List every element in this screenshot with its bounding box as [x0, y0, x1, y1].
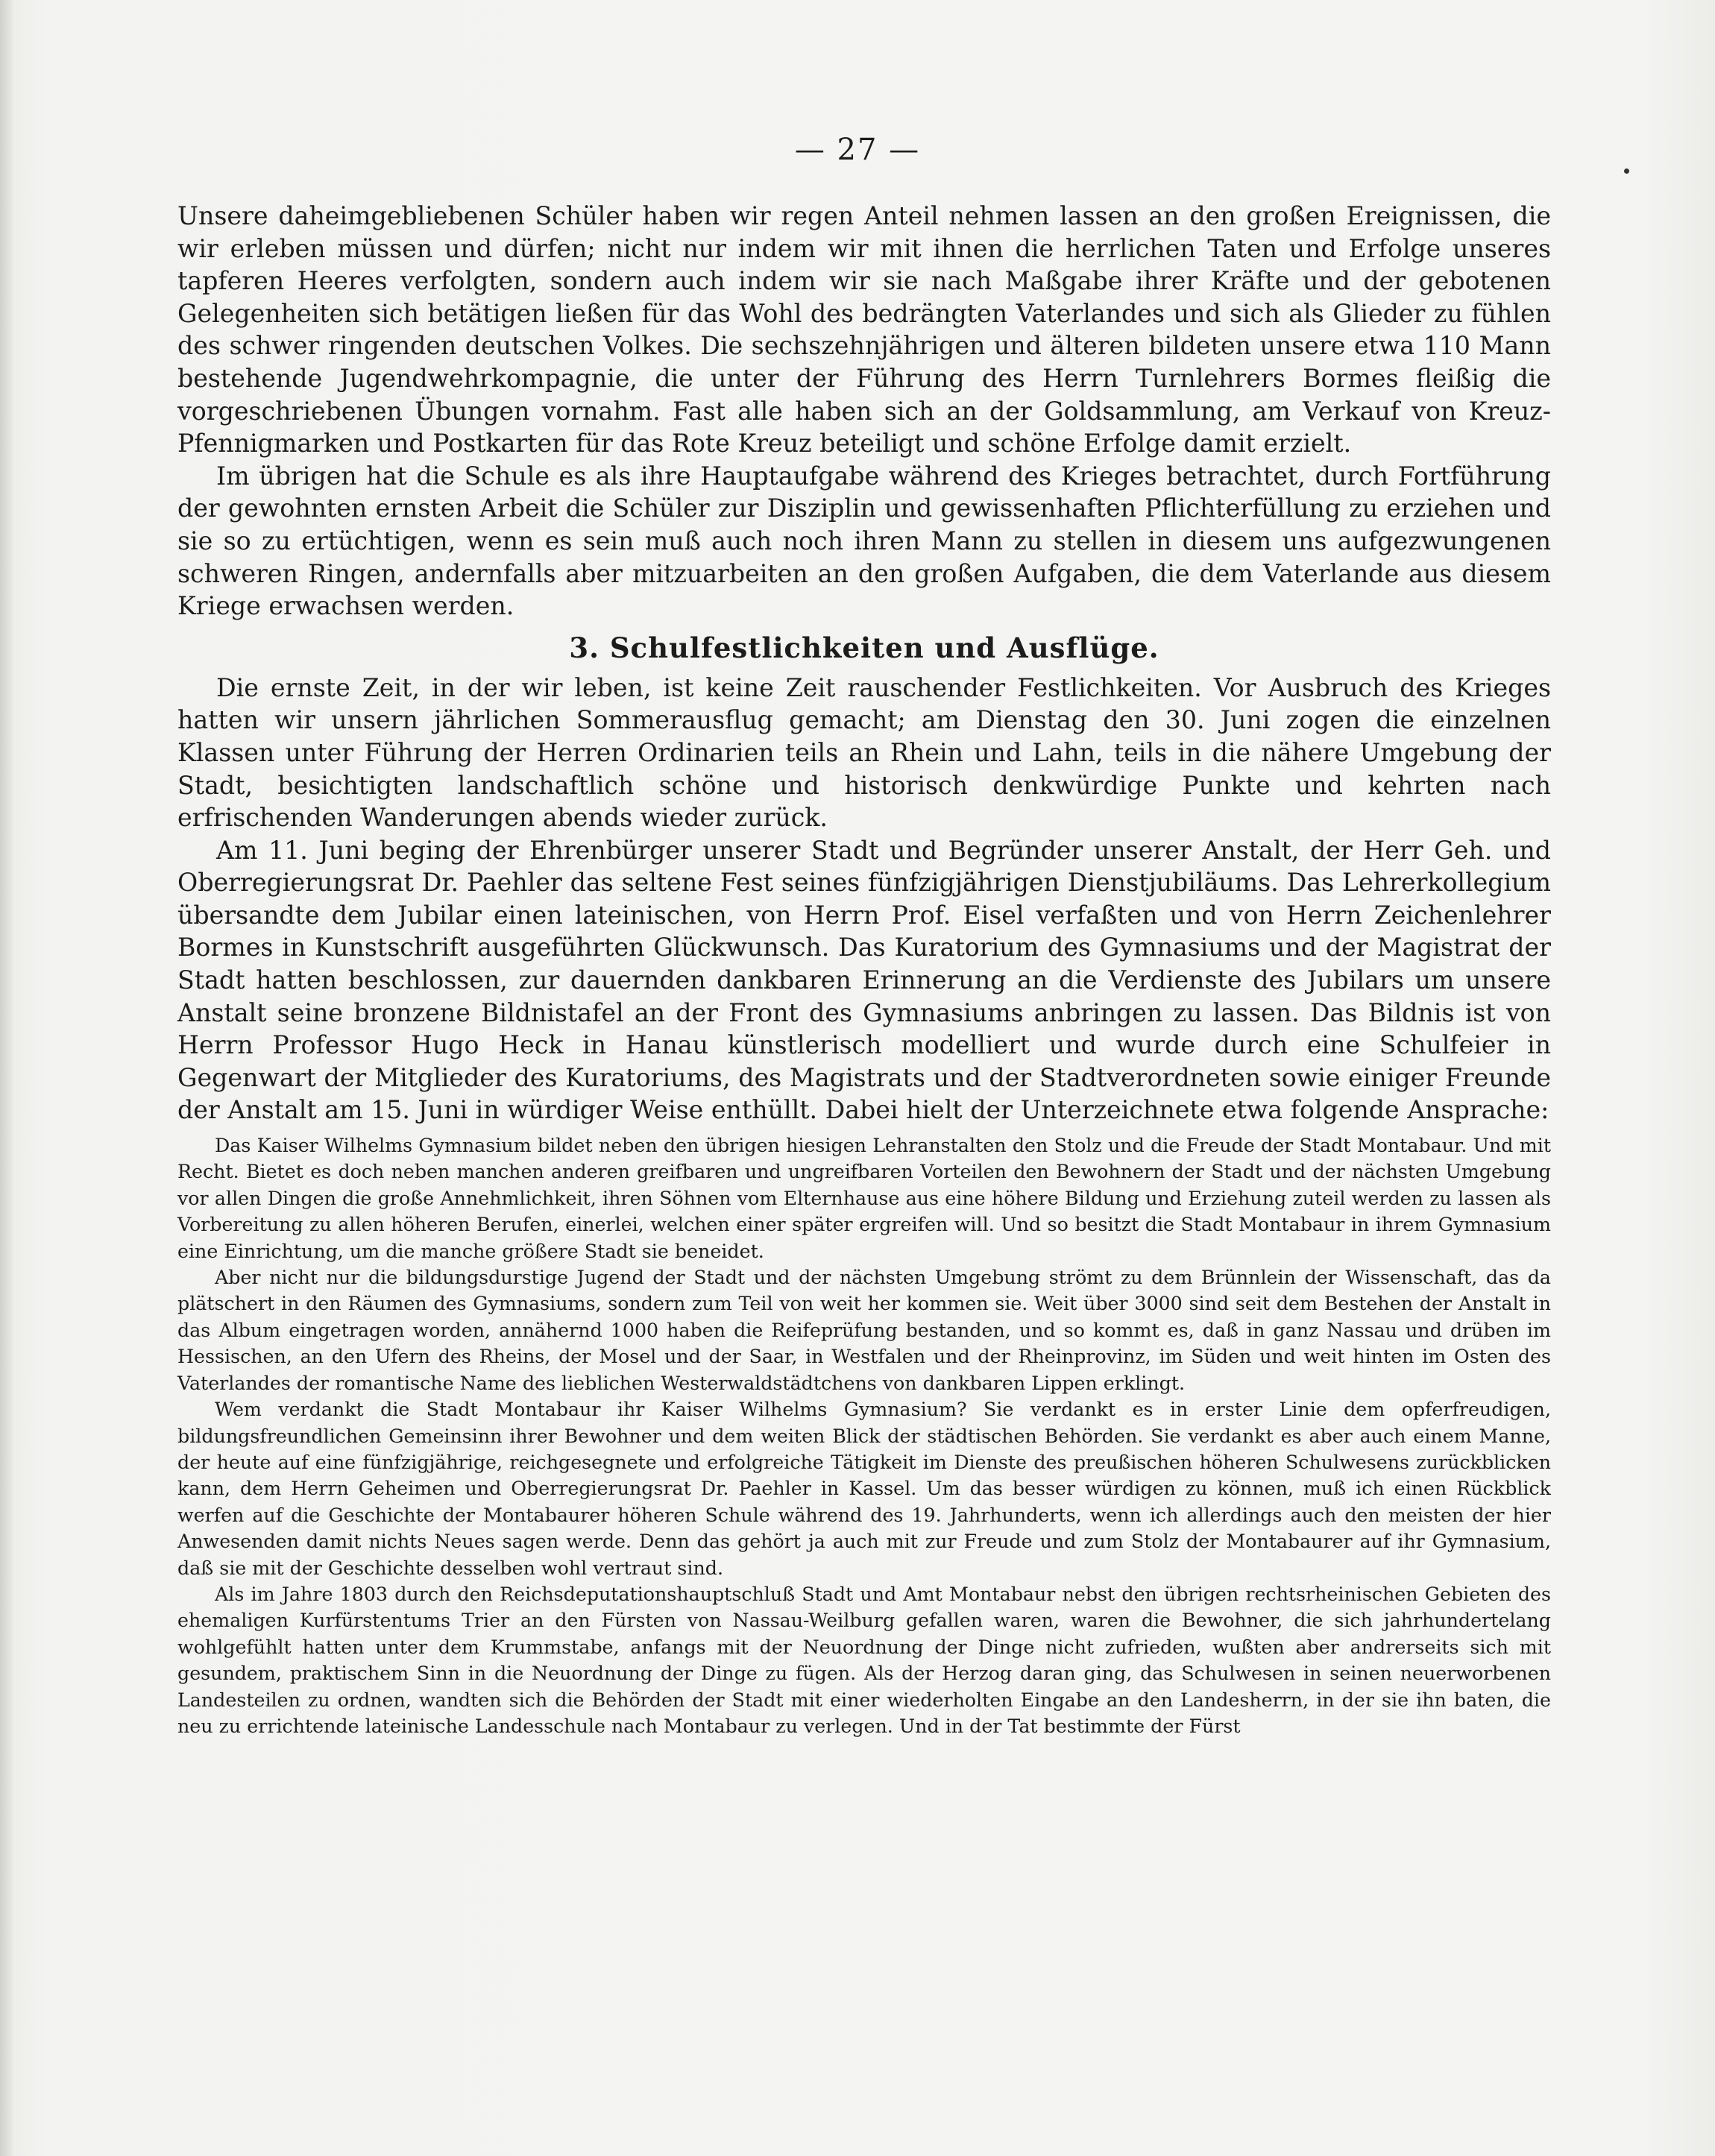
- speech-paragraph: Das Kaiser Wilhelms Gymnasium bildet neben den übrigen hiesigen Lehranstalten den Stolz und die Freude der Stadt Montabaur. Und mit Recht. Bietet es doch neben manchen anderen greifbaren und ungreifbaren Vorteilen den Bewohnern der Stadt und der nächsten Umgebung vor allen Dingen die große Annehmlichkeit, ihren Söhnen vom Elternhause aus eine höhere Bildung und Erziehung zuteil werden zu lassen als Vorbereitung zu allen höheren Berufen, einerlei, welchen einer später ergreifen will. Und so besitzt die Stadt Montabaur in ihrem Gymnasium eine Einrichtung, um die manche größere Stadt sie beneidet.: [177, 1135, 1551, 1262]
- paragraph: Im übrigen hat die Schule es als ihre Hauptaufgabe während des Krieges betrachtet, durch Fortführung der gewohnten ernsten Arbeit die Schüler zur Disziplin und gewissenhaften Pflichterfüllung zu erziehen und sie so zu ertüchtigen, wenn es sein muß auch noch ihren Mann zu stellen in diesem uns aufgezwungenen schweren Ringen, andernfalls aber mitzuarbeiten an den großen Aufgaben, die dem Vaterlande aus diesem Kriege erwachsen werden.: [177, 461, 1551, 621]
- paragraph: Unsere daheimgebliebenen Schüler haben wir regen Anteil nehmen lassen an den großen Ereignissen, die wir erleben müssen und dürfen; nicht nur indem wir mit ihnen die herrlichen Taten und Erfolge unseres tapferen Heeres verfolgten, sondern auch indem wir sie nach Maßgabe ihrer Kräfte und der gebotenen Gelegenheiten sich betätigen ließen für das Wohl des bedrängten Vaterlandes und sich als Glieder zu fühlen des schwer ringenden deutschen Volkes. Die sechszehnjährigen und älteren bildeten unsere etwa 110 Mann bestehende Jugendwehrkompagnie, die unter der Führung des Herrn Turnlehrers Bormes fleißig die vorgeschriebenen Übungen vornahm. Fast alle haben sich an der Goldsammlung, am Verkauf von Kreuz-Pfennigmarken und Postkarten für das Rote Kreuz beteiligt und schöne Erfolge damit erzielt.: [177, 201, 1551, 458]
- speech-text: [177, 1132, 1551, 1739]
- main-text: [177, 200, 1551, 1126]
- section-heading: 3. Schulfestlichkeiten und Ausflüge.: [569, 631, 1159, 664]
- paragraph: Am 11. Juni beging der Ehrenbürger unserer Stadt und Begründer unserer Anstalt, der Herr Geh. und Oberregierungsrat Dr. Paehler das seltene Fest seines fünfzigjährigen Dienstjubiläums. Das Lehrerkollegium übersandte dem Jubilar einen lateinischen, von Herrn Prof. Eisel verfaßten und von Herrn Zeichenlehrer Bormes in Kunstschrift ausgeführten Glückwunsch. Das Kuratorium des Gymnasiums und der Magistrat der Stadt hatten beschlossen, zur dauernden dankbaren Erinnerung an die Verdienste des Jubilars um unsere Anstalt seine bronzene Bildnistafel an der Front des Gymnasiums anbringen zu lassen. Das Bildnis ist von Herrn Professor Hugo Heck in Hanau künstlerisch modelliert und wurde durch eine Schulfeier in Gegenwart der Mitglieder des Kuratoriums, des Magistrats und der Stadtverordneten sowie einiger Freunde der Anstalt am 15. Juni in würdiger Weise enthüllt. Dabei hielt der Unterzeichnete etwa folgende Ansprache:: [177, 835, 1551, 1125]
- paragraph: Die ernste Zeit, in der wir leben, ist keine Zeit rauschender Festlichkeiten. Vor Ausbruch des Krieges hatten wir unsern jährlichen Sommerausflug gemacht; am Dienstag den 30. Juni zogen die einzelnen Klassen unter Führung der Herren Ordinarien teils an Rhein und Lahn, teils in die nähere Umgebung der Stadt, besichtigten landschaftlich schöne und historisch denkwürdige Punkte und kehrten nach erfrischenden Wanderungen abends wieder zurück.: [177, 672, 1551, 833]
- speech-paragraph: Aber nicht nur die bildungsdurstige Jugend der Stadt und der nächsten Umgebung strömt zu dem Brünnlein der Wissenschaft, das da plätschert in den Räumen des Gymnasiums, sondern zum Teil von weit her kommen sie. Weit über 3000 sind seit dem Bestehen der Anstalt in das Album eingetragen worden, annähernd 1000 haben die Reifeprüfung bestanden, und so kommt es, daß in ganz Nassau und drüben im Hessischen, an den Ufern des Rheins, der Mosel und der Saar, in Westfalen und der Rheinprovinz, im Süden und weit hinten im Osten des Vaterlandes der romantische Name des lieblichen Westerwaldstädtchens von dankbaren Lippen erklingt.: [177, 1267, 1551, 1394]
- page-binding-shadow: [0, 0, 13, 2156]
- page-body: [177, 200, 1551, 1739]
- page-number: — 27 —: [794, 133, 921, 167]
- speech-paragraph: Als im Jahre 1803 durch den Reichsdeputationshauptschluß Stadt und Amt Montabaur nebst den übrigen rechtsrheinischen Gebieten des ehemaligen Kurfürstentums Trier an den Fürsten von Nassau-Weilburg gefallen waren, waren die Bewohner, die sich jahrhundertelang wohlgefühlt hatten unter dem Krummstabe, anfangs mit der Neuordnung der Dinge nicht zufrieden, wußten aber andrerseits sich mit gesundem, praktischem Sinn in die Neuordnung der Dinge zu fügen. Als der Herzog daran ging, das Schulwesen in seinen neuerworbenen Landesteilen zu ordnen, wandten sich die Behörden der Stadt mit einer wiederholten Eingabe an den Landesherrn, in der sie ihn baten, die neu zu errichtende lateinische Landesschule nach Montabaur zu verlegen. Und in der Tat bestimmte der Fürst: [177, 1583, 1551, 1737]
- speech-paragraph: Wem verdankt die Stadt Montabaur ihr Kaiser Wilhelms Gymnasium? Sie verdankt es in erster Linie dem opferfreudigen, bildungsfreundlichen Gemeinsinn ihrer Bewohner und dem weiten Blick der städtischen Behörden. Sie verdankt es aber auch einem Manne, der heute auf eine fünfzigjährige, reichgesegnete und erfolgreiche Tätigkeit im Dienste des preußischen höheren Schulwesens zurückblicken kann, dem Herrn Geheimen und Oberregierungsrat Dr. Paehler in Kassel. Um das besser würdigen zu können, muß ich einen Rückblick werfen auf die Geschichte der Montabaurer höheren Schule während des 19. Jahrhunderts, wenn ich allerdings auch den meisten der hier Anwesenden damit nichts Neues sagen werde. Denn das gehört ja auch mit zur Freude und zum Stolz der Montabaurer auf ihr Gymnasium, daß sie mit der Geschichte desselben wohl vertraut sind.: [177, 1399, 1551, 1579]
- ink-speck: [1624, 168, 1629, 174]
